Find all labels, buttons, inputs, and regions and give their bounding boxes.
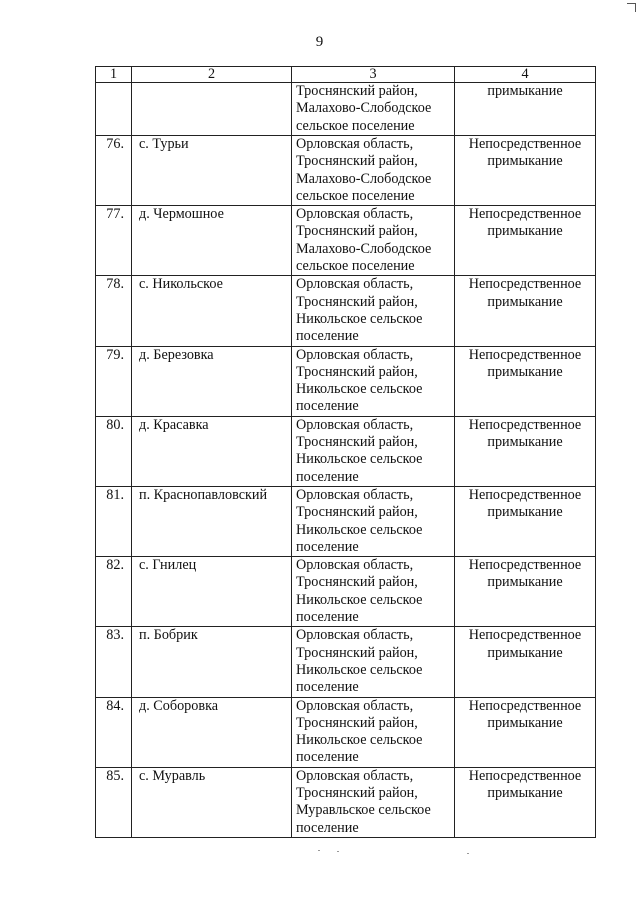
settlement-location <box>292 557 455 627</box>
location-line: Орловская область, <box>296 767 414 784</box>
location-line: поселение <box>296 679 359 696</box>
table-row <box>96 767 596 837</box>
adjacency-line: примыкание <box>487 434 563 451</box>
settlement-location <box>292 767 455 837</box>
row-number: 82. <box>96 557 132 627</box>
adjacency-type <box>455 416 596 486</box>
settlement-name: п. Краснопавловский <box>132 486 292 556</box>
location-line: Троснянский район, <box>296 644 418 661</box>
adjacency-line: примыкание <box>487 293 563 310</box>
adjacency-type <box>455 276 596 346</box>
row-number: 85. <box>96 767 132 837</box>
location-line: Малахово-Слободское <box>296 170 432 187</box>
scan-speck <box>318 850 320 851</box>
adjacency-line: Непосредственное <box>468 767 582 784</box>
row-number: 81. <box>96 486 132 556</box>
location-line: Троснянский район, <box>296 83 418 99</box>
row-number: 84. <box>96 697 132 767</box>
location-line: поселение <box>296 398 359 415</box>
table-row <box>96 346 596 416</box>
adjacency-line: Непосредственное <box>468 697 582 714</box>
row-number: 78. <box>96 276 132 346</box>
location-line: Троснянский район, <box>296 574 418 591</box>
adjacency-line: примыкание <box>487 644 563 661</box>
location-line: Троснянский район, <box>296 153 418 170</box>
location-line: Малахово-Слободское <box>296 240 432 257</box>
row-number: 83. <box>96 627 132 697</box>
location-line: Малахово-Слободское <box>296 100 432 117</box>
location-line: Никольское сельское <box>296 591 423 608</box>
settlement-name: д. Соборовка <box>132 697 292 767</box>
location-line: поселение <box>296 609 359 626</box>
settlement-name: с. Гнилец <box>132 557 292 627</box>
location-line: Орловская область, <box>296 276 414 293</box>
adjacency-line: примыкание <box>487 83 563 99</box>
settlement-name: д. Красавка <box>132 416 292 486</box>
location-line: Никольское сельское <box>296 451 423 468</box>
settlement-location <box>292 486 455 556</box>
location-line: Никольское сельское <box>296 381 423 398</box>
adjacency-line: примыкание <box>487 574 563 591</box>
settlement-name: с. Турьи <box>132 136 292 206</box>
settlement-location <box>292 416 455 486</box>
location-line: Орловская область, <box>296 346 414 363</box>
adjacency-line: Непосредственное <box>468 136 582 152</box>
settlement-name: п. Бобрик <box>132 627 292 697</box>
location-line: Троснянский район, <box>296 223 418 240</box>
settlement-location <box>292 276 455 346</box>
settlements-table <box>95 66 596 838</box>
location-line: поселение <box>296 328 359 345</box>
location-line: Орловская область, <box>296 557 414 574</box>
settlement-location <box>292 346 455 416</box>
location-line: сельское поселение <box>296 117 415 134</box>
settlement-location <box>292 83 455 136</box>
adjacency-type <box>455 697 596 767</box>
location-line: Никольское сельское <box>296 310 423 327</box>
row-number: 80. <box>96 416 132 486</box>
table-row <box>96 136 596 206</box>
settlement-name: с. Муравль <box>132 767 292 837</box>
adjacency-type <box>455 83 596 136</box>
adjacency-line: Непосредственное <box>468 557 582 574</box>
location-line: Орловская область, <box>296 486 414 503</box>
location-line: Орловская область, <box>296 136 414 152</box>
table-row <box>96 697 596 767</box>
location-line: Муравльское сельское <box>296 802 431 819</box>
location-line: сельское поселение <box>296 187 415 204</box>
location-line: поселение <box>296 749 359 766</box>
settlement-location <box>292 627 455 697</box>
adjacency-line: Непосредственное <box>468 627 582 644</box>
settlement-location <box>292 136 455 206</box>
adjacency-line: Непосредственное <box>468 416 582 433</box>
location-line: Никольское сельское <box>296 661 423 678</box>
adjacency-line: Непосредственное <box>468 206 582 223</box>
adjacency-type <box>455 136 596 206</box>
adjacency-line: примыкание <box>487 223 563 240</box>
scan-speck <box>337 851 339 852</box>
adjacency-line: Непосредственное <box>468 276 582 293</box>
header-cell-3: 3 <box>292 67 455 83</box>
location-line: Троснянский район, <box>296 504 418 521</box>
row-number <box>96 83 132 136</box>
row-number: 77. <box>96 206 132 276</box>
table-row <box>96 276 596 346</box>
location-line: Орловская область, <box>296 206 414 223</box>
location-line: Никольское сельское <box>296 521 423 538</box>
adjacency-line: Непосредственное <box>468 486 582 503</box>
adjacency-type <box>455 557 596 627</box>
header-cell-4: 4 <box>455 67 596 83</box>
location-line: Троснянский район, <box>296 784 418 801</box>
table-row <box>96 557 596 627</box>
location-line: Троснянский район, <box>296 293 418 310</box>
header-cell-1: 1 <box>96 67 132 83</box>
location-line: Троснянский район, <box>296 363 418 380</box>
adjacency-type <box>455 627 596 697</box>
scan-speck <box>467 853 469 854</box>
settlement-name: с. Никольское <box>132 276 292 346</box>
table-row <box>96 83 596 136</box>
scan-corner-mark <box>627 3 636 12</box>
adjacency-type <box>455 486 596 556</box>
adjacency-line: примыкание <box>487 784 563 801</box>
adjacency-line: примыкание <box>487 714 563 731</box>
table-row <box>96 486 596 556</box>
location-line: сельское поселение <box>296 258 415 275</box>
table-row <box>96 416 596 486</box>
location-line: Орловская область, <box>296 627 414 644</box>
location-line: Никольское сельское <box>296 732 423 749</box>
location-line: поселение <box>296 468 359 485</box>
adjacency-line: примыкание <box>487 504 563 521</box>
location-line: поселение <box>296 538 359 555</box>
page-number: 9 <box>315 34 324 50</box>
location-line: Троснянский район, <box>296 714 418 731</box>
row-number: 76. <box>96 136 132 206</box>
table-row <box>96 206 596 276</box>
adjacency-type <box>455 346 596 416</box>
settlement-name: д. Чермошное <box>132 206 292 276</box>
adjacency-line: примыкание <box>487 363 563 380</box>
adjacency-line: Непосредственное <box>468 346 582 363</box>
adjacency-type <box>455 767 596 837</box>
table-row <box>96 627 596 697</box>
adjacency-line: примыкание <box>487 153 563 170</box>
location-line: Орловская область, <box>296 697 414 714</box>
row-number: 79. <box>96 346 132 416</box>
settlement-location <box>292 697 455 767</box>
settlement-name: д. Березовка <box>132 346 292 416</box>
location-line: Орловская область, <box>296 416 414 433</box>
adjacency-type <box>455 206 596 276</box>
settlement-name <box>132 83 292 136</box>
table-header-row <box>96 67 596 83</box>
location-line: поселение <box>296 819 359 836</box>
settlement-location <box>292 206 455 276</box>
location-line: Троснянский район, <box>296 434 418 451</box>
header-cell-2: 2 <box>132 67 292 83</box>
